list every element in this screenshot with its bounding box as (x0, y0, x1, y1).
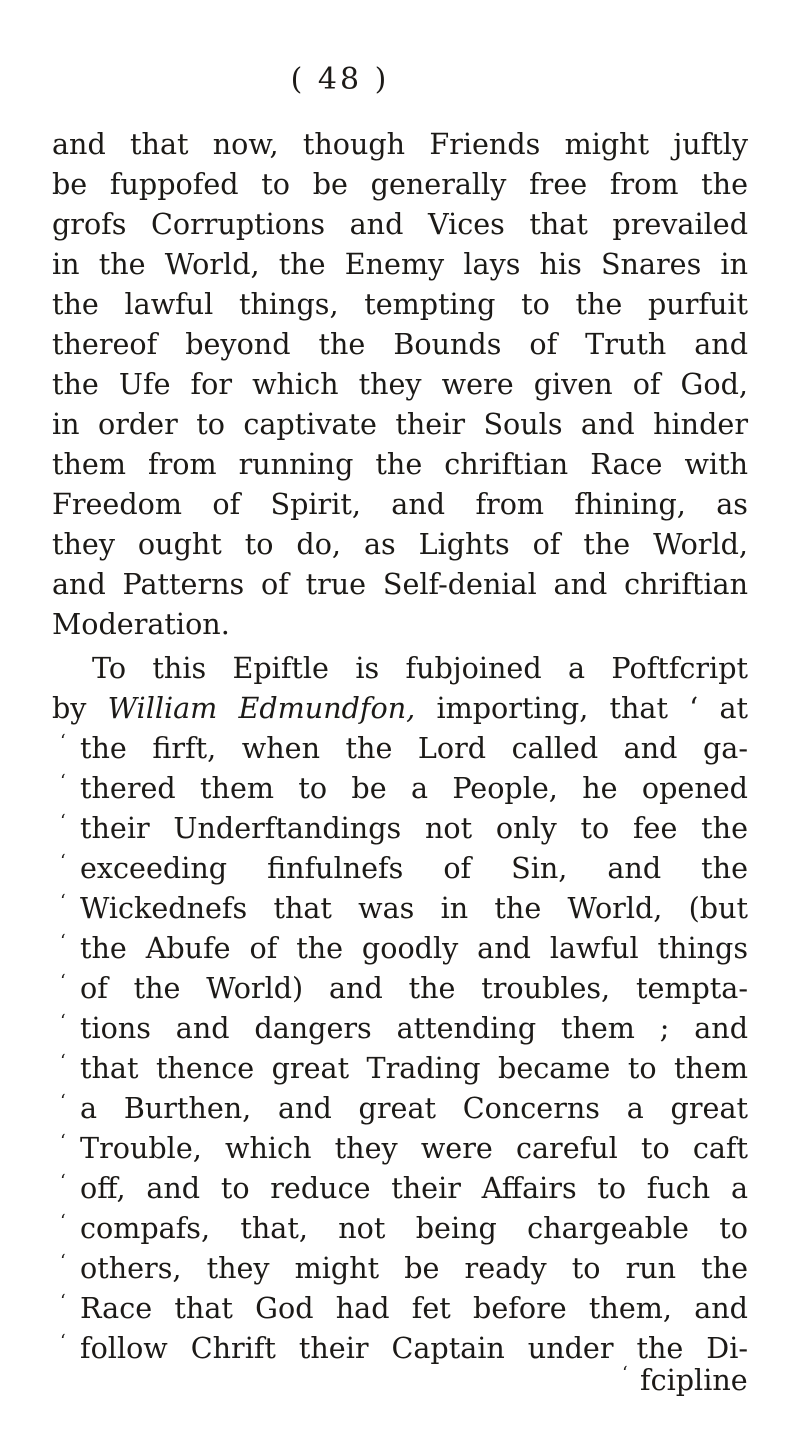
text-line: the Ufe for which they were given of God, (52, 367, 748, 401)
quoted-line: ‘ the firft, when the Lord called and ga- (80, 728, 748, 768)
text-line: Moderation. (52, 607, 230, 641)
author-name: William Edmundfon, (107, 691, 416, 725)
quote-mark: ‘ (60, 1291, 66, 1312)
quoted-line: ‘ off, and to reduce their Affairs to fuch a (80, 1168, 748, 1208)
quoted-line: ‘ thered them to be a People, he opened (80, 768, 748, 808)
quote-mark: ‘ (60, 1211, 66, 1232)
quote-mark: ‘ (60, 971, 66, 992)
quoted-line: ‘ Wickednefs that was in the World, (but (80, 888, 748, 928)
quoted-line: ‘ a Burthen, and great Concerns a great (80, 1088, 748, 1128)
quoted-line: ‘ that thence great Trading became to them (80, 1048, 748, 1088)
quote-mark: ‘ (60, 931, 66, 952)
quote-mark: ‘ (60, 811, 66, 832)
author-line (52, 688, 748, 728)
text-line: the lawful things, tempting to the purfuit (52, 287, 748, 321)
text-line: and that now, though Friends might juftly (52, 127, 748, 161)
paragraph-start-line: To this Epiftle is fubjoined a Poftfcript (92, 651, 748, 685)
text-line: be fuppofed to be generally free from the (52, 167, 748, 201)
text-line: they ought to do, as Lights of the World, (52, 527, 748, 561)
quoted-line: ‘ of the World) and the troubles, tempta- (80, 968, 748, 1008)
quote-mark: ‘ (60, 1131, 66, 1152)
catchword: ‘ fcipline (640, 1360, 748, 1400)
author-line-rest: importing, that ‘ at (436, 691, 749, 725)
quoted-line: ‘ Trouble, which they were careful to caft (80, 1128, 748, 1168)
quote-mark: ‘ (60, 1171, 66, 1192)
quote-mark: ‘ (60, 1091, 66, 1112)
text-line: in order to captivate their Souls and hinder (52, 407, 748, 441)
text-line: thereof beyond the Bounds of Truth and (52, 327, 748, 361)
quote-mark: ‘ (622, 1363, 628, 1384)
author-prefix: by (52, 691, 108, 725)
quoted-line: ‘ their Underftandings not only to fee the (80, 808, 748, 848)
quote-mark: ‘ (60, 851, 66, 872)
quoted-line: ‘ Race that God had fet before them, and (80, 1288, 748, 1328)
quoted-line: ‘ others, they might be ready to run the (80, 1248, 748, 1288)
quoted-line: ‘ the Abufe of the goodly and lawful things (80, 928, 748, 968)
text-line: them from running the chriftian Race with (52, 447, 748, 481)
text-line: grofs Corruptions and Vices that prevailed (52, 207, 748, 241)
quoted-line: ‘ exceeding finfulnefs of Sin, and the (80, 848, 748, 888)
quote-mark: ‘ (60, 1251, 66, 1272)
text-line: Freedom of Spirit, and from fhining, as (52, 487, 748, 521)
quote-mark: ‘ (60, 771, 66, 792)
text-line: and Patterns of true Self-denial and chriftian (52, 567, 748, 601)
page-number: ( 48 ) (290, 62, 390, 97)
quote-mark: ‘ (60, 1331, 66, 1352)
quote-mark: ‘ (60, 1011, 66, 1032)
quote-mark: ‘ (60, 891, 66, 912)
quoted-line: ‘ compafs, that, not being chargeable to (80, 1208, 748, 1248)
quote-mark: ‘ (60, 1051, 66, 1072)
text-line: in the World, the Enemy lays his Snares in (52, 247, 748, 281)
quote-mark: ‘ (60, 731, 66, 752)
quoted-line: ‘ follow Chrift their Captain under the Di- (80, 1328, 748, 1368)
quoted-line: ‘ tions and dangers attending them ; and (80, 1008, 748, 1048)
